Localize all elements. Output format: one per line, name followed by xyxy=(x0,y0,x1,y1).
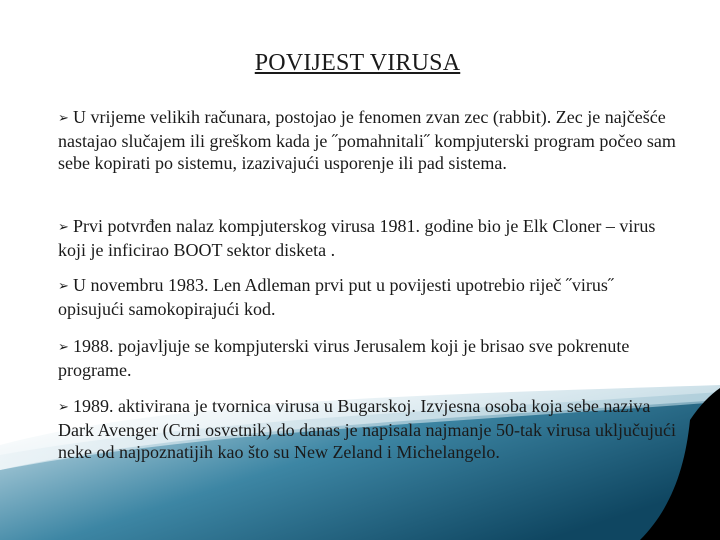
arrow-bullet-icon: ➢ xyxy=(58,400,69,415)
bullet-text: U novembru 1983. Len Adleman prvi put u povijesti upotrebio riječ ˝virus˝ opisujući samokopirajući kod. xyxy=(58,275,614,319)
bullet-paragraph xyxy=(58,274,678,320)
bullet-text: 1988. pojavljuje se kompjuterski virus Jerusalem koji je brisao sve pokrenute programe. xyxy=(58,336,630,380)
bullet-paragraph xyxy=(58,395,678,463)
bullet-paragraph xyxy=(58,106,678,174)
arrow-bullet-icon: ➢ xyxy=(58,111,69,126)
arrow-bullet-icon: ➢ xyxy=(58,340,69,355)
bullet-paragraph xyxy=(58,215,678,261)
arrow-bullet-icon: ➢ xyxy=(58,220,69,235)
slide-title: POVIJEST VIRUSA xyxy=(254,50,461,76)
bullet-text: 1989. aktivirana je tvornica virusa u Bugarskoj. Izvjesna osoba koja sebe naziva Dark Avenger (Crni osvetnik) do danas je napisala najmanje 50-tak virusa uključujući neke od najpoznatijih kao što su New Zeland i Michelangelo. xyxy=(58,396,676,462)
bullet-paragraph xyxy=(58,335,678,381)
bullet-text: Prvi potvrđen nalaz kompjuterskog virusa 1981. godine bio je Elk Cloner – virus koji je inficirao BOOT sektor disketa . xyxy=(58,216,656,260)
bullet-text: U vrijeme velikih računara, postojao je fenomen zvan zec (rabbit). Zec je najčešće nastajao slučajem ili greškom kada je ˝pomahnitali˝ kompjuterski program počeo sam sebe kopirati po sistemu, izazivajući usporenje ili pad sistema. xyxy=(58,107,676,173)
arrow-bullet-icon: ➢ xyxy=(58,279,69,294)
